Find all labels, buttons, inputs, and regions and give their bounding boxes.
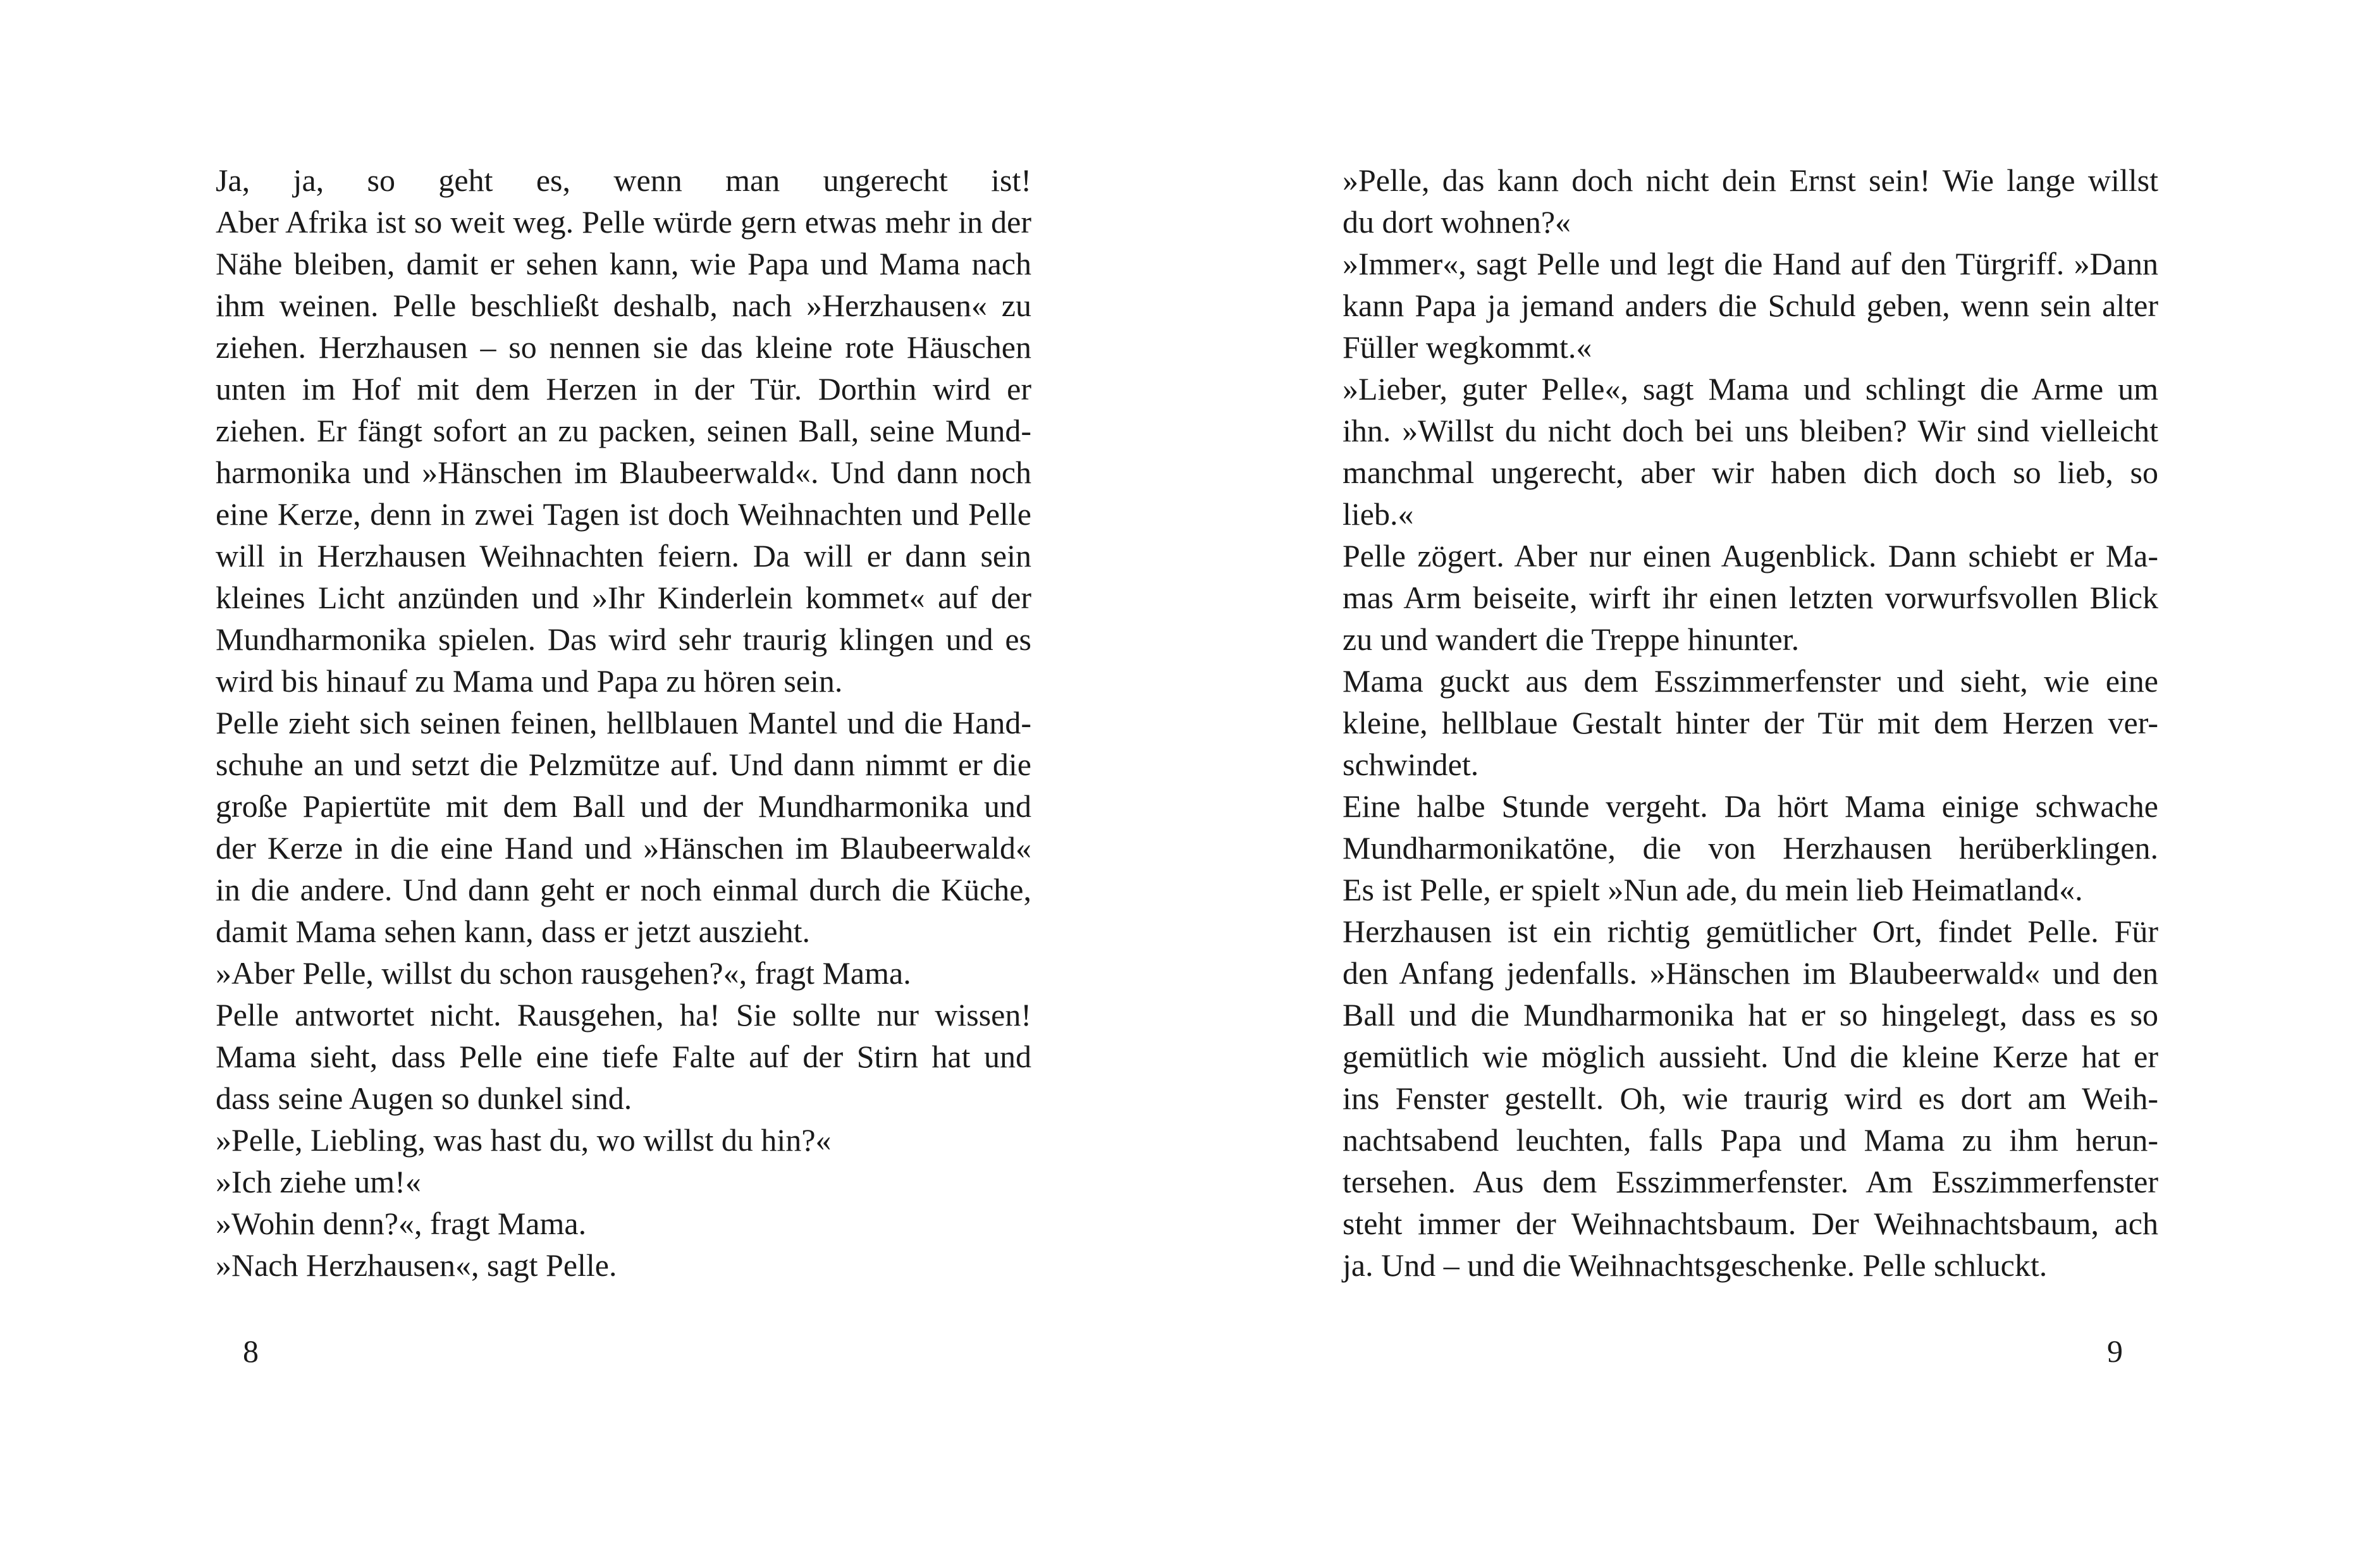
text-line: manchmal ungerecht, aber wir haben dich doch so lieb, so bbox=[1343, 455, 2158, 490]
text-line: wird bis hinauf zu Mama und Papa zu hören sein. bbox=[216, 663, 843, 699]
text-line: kleines Licht anzünden und »Ihr Kinderlein kommet« auf der bbox=[216, 580, 1031, 615]
text-line: damit Mama sehen kann, dass er jetzt auszieht. bbox=[216, 914, 810, 949]
text-line: ziehen. Er fängt sofort an zu packen, seinen Ball, seine Mund- bbox=[216, 413, 1031, 448]
left-page-text bbox=[216, 159, 1031, 1286]
text-line: Aber Afrika ist so weit weg. Pelle würde gern etwas mehr in der bbox=[216, 204, 1031, 240]
text-line: eine Kerze, denn in zwei Tagen ist doch Weihnachten und Pelle bbox=[216, 496, 1031, 532]
text-line: in die andere. Und dann geht er noch einmal durch die Küche, bbox=[216, 872, 1031, 907]
text-line: Es ist Pelle, er spielt »Nun ade, du mein lieb Heimatland«. bbox=[1343, 872, 2083, 907]
text-line: Pelle zögert. Aber nur einen Augenblick. Dann schiebt er Ma- bbox=[1343, 538, 2158, 573]
page-number-right: 9 bbox=[2107, 1333, 2123, 1369]
text-line: unten im Hof mit dem Herzen in der Tür. Dorthin wird er bbox=[216, 371, 1031, 407]
text-line: lieb.« bbox=[1343, 496, 1414, 532]
text-line: du dort wohnen?« bbox=[1343, 204, 1571, 240]
text-line: den Anfang jedenfalls. »Hänschen im Blaubeerwald« und den bbox=[1343, 955, 2158, 991]
text-line: »Aber Pelle, willst du schon rausgehen?«, fragt Mama. bbox=[216, 955, 911, 991]
text-line: ziehen. Herzhausen – so nennen sie das kleine rote Häuschen bbox=[216, 329, 1031, 365]
text-line: »Pelle, Liebling, was hast du, wo willst du hin?« bbox=[216, 1122, 832, 1158]
text-line: »Nach Herzhausen«, sagt Pelle. bbox=[216, 1247, 617, 1283]
text-line: ihn. »Willst du nicht doch bei uns bleiben? Wir sind vielleicht bbox=[1343, 413, 2158, 448]
text-line: »Ich ziehe um!« bbox=[216, 1164, 421, 1199]
text-line: ins Fenster gestellt. Oh, wie traurig wird es dort am Weih- bbox=[1343, 1081, 2158, 1116]
text-line: mas Arm beiseite, wirft ihr einen letzten vorwurfsvollen Blick bbox=[1343, 580, 2158, 615]
text-line: Eine halbe Stunde vergeht. Da hört Mama einige schwache bbox=[1343, 788, 2158, 824]
text-line: nachtsabend leuchten, falls Papa und Mama zu ihm herun- bbox=[1343, 1122, 2158, 1158]
text-line: Pelle zieht sich seinen feinen, hellblauen Mantel und die Hand- bbox=[216, 705, 1031, 740]
text-line: tersehen. Aus dem Esszimmerfenster. Am Esszimmerfenster bbox=[1343, 1164, 2158, 1199]
text-line: Mundharmonikatöne, die von Herzhausen herüberklingen. bbox=[1343, 830, 2158, 866]
text-line: »Wohin denn?«, fragt Mama. bbox=[216, 1206, 587, 1241]
text-line: kann Papa ja jemand anders die Schuld geben, wenn sein alter bbox=[1343, 288, 2158, 323]
text-line: gemütlich wie möglich aussieht. Und die kleine Kerze hat er bbox=[1343, 1039, 2158, 1074]
text-line: Füller wegkommt.« bbox=[1343, 329, 1592, 365]
text-line: schuhe an und setzt die Pelzmütze auf. Und dann nimmt er die bbox=[216, 747, 1031, 782]
page-number-left: 8 bbox=[243, 1333, 259, 1369]
text-line: zu und wandert die Treppe hinunter. bbox=[1343, 622, 1800, 657]
text-line: Nähe bleiben, damit er sehen kann, wie Papa und Mama nach bbox=[216, 246, 1031, 281]
text-line: Mundharmonika spielen. Das wird sehr traurig klingen und es bbox=[216, 622, 1031, 657]
text-line: Mama sieht, dass Pelle eine tiefe Falte auf der Stirn hat und bbox=[216, 1039, 1031, 1074]
text-line: dass seine Augen so dunkel sind. bbox=[216, 1081, 632, 1116]
text-line: große Papiertüte mit dem Ball und der Mundharmonika und bbox=[216, 788, 1031, 824]
text-line: will in Herzhausen Weihnachten feiern. Da will er dann sein bbox=[216, 538, 1031, 573]
text-line: »Lieber, guter Pelle«, sagt Mama und schlingt die Arme um bbox=[1343, 371, 2158, 407]
text-line: harmonika und »Hänschen im Blaubeerwald«. Und dann noch bbox=[216, 455, 1031, 490]
text-line: Mama guckt aus dem Esszimmerfenster und sieht, wie eine bbox=[1343, 663, 2158, 699]
text-line: kleine, hellblaue Gestalt hinter der Tür mit dem Herzen ver- bbox=[1343, 705, 2158, 740]
right-page-text bbox=[1343, 159, 2158, 1286]
text-line: Ball und die Mundharmonika hat er so hingelegt, dass es so bbox=[1343, 997, 2158, 1032]
text-line: ihm weinen. Pelle beschließt deshalb, nach »Herzhausen« zu bbox=[216, 288, 1031, 323]
text-line: schwindet. bbox=[1343, 747, 1479, 782]
text-line: Pelle antwortet nicht. Rausgehen, ha! Sie sollte nur wissen! bbox=[216, 997, 1031, 1032]
text-line: Herzhausen ist ein richtig gemütlicher Ort, findet Pelle. Für bbox=[1343, 914, 2158, 949]
text-line: der Kerze in die eine Hand und »Hänschen im Blaubeerwald« bbox=[216, 830, 1031, 866]
text-line: Ja, ja, so geht es, wenn man ungerecht ist! bbox=[216, 162, 1031, 198]
text-line: »Immer«, sagt Pelle und legt die Hand auf den Türgriff. »Dann bbox=[1343, 246, 2158, 281]
text-line: ja. Und – und die Weihnachtsgeschenke. Pelle schluckt. bbox=[1343, 1247, 2048, 1283]
text-line: steht immer der Weihnachtsbaum. Der Weihnachtsbaum, ach bbox=[1343, 1206, 2158, 1241]
text-line: »Pelle, das kann doch nicht dein Ernst sein! Wie lange willst bbox=[1343, 162, 2158, 198]
